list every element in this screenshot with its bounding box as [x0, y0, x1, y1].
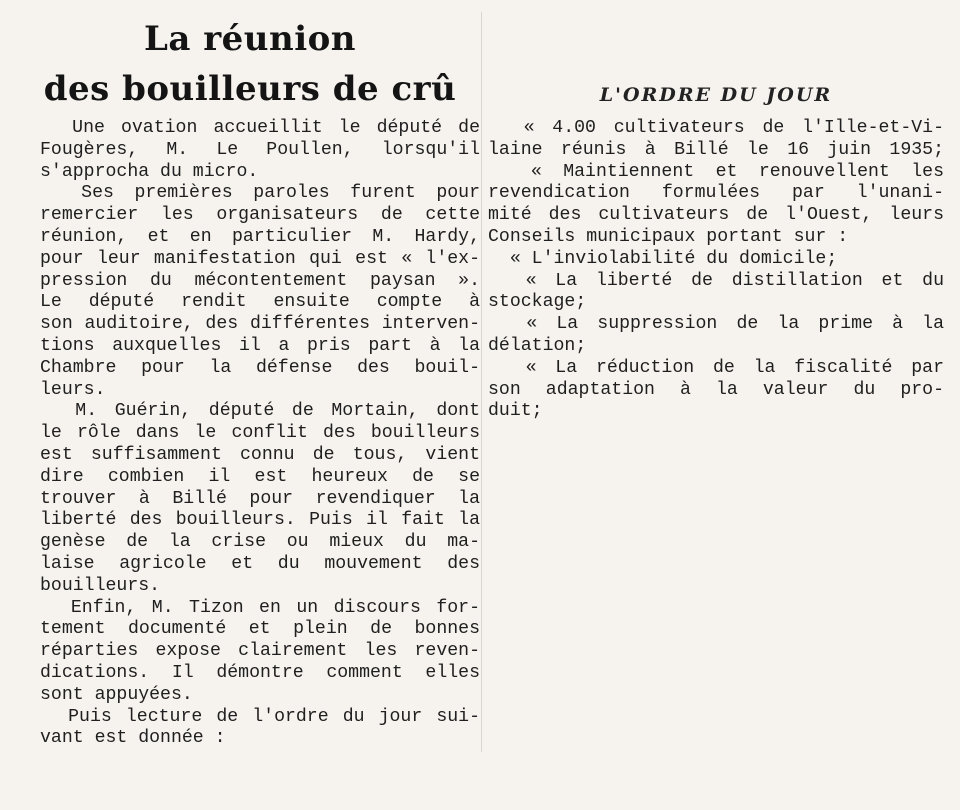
text-line: Une ovation accueillit le député de	[40, 118, 480, 138]
headline-line-1: La réunion	[143, 19, 357, 59]
text-line: liberté des bouilleurs. Puis il fait la	[40, 510, 480, 531]
text-line: duit;	[488, 401, 543, 422]
text-line: Conseils municipaux portant sur :	[488, 226, 849, 247]
text-line: « La suppression de la prime à la	[488, 314, 944, 335]
text-line: « La liberté de distillation et du	[488, 270, 944, 291]
text-line: son adaptation à la valeur du pro-	[488, 379, 944, 400]
text-line: vant est donnée :	[40, 728, 226, 749]
text-line: Puis lecture de l'ordre du jour sui-	[40, 706, 480, 727]
text-line: le rôle dans le conflit des bouilleurs	[40, 423, 480, 444]
text-line: Le député rendit ensuite compte à	[40, 292, 480, 313]
text-line: genèse de la crise ou mieux du ma-	[40, 532, 480, 553]
text-line: Fougères, M. Le Poullen, lorsqu'il	[40, 139, 480, 160]
text-line: trouver à Billé pour revendiquer la	[40, 488, 480, 509]
text-line: sont appuyées.	[40, 684, 193, 705]
headline-line-2: des bouilleurs de crû	[43, 69, 457, 109]
text-line: laine réunis à Billé le 16 juin 1935;	[488, 139, 944, 160]
text-line: tions auxquelles il a pris part à la	[40, 335, 480, 356]
text-line: son auditoire, des différentes interven-	[40, 314, 480, 335]
text-line: tement documenté et plein de bonnes	[40, 619, 480, 640]
text-line: réunion, et en particulier M. Hardy,	[40, 226, 480, 247]
text-line: pression du mécontentement paysan ».	[40, 270, 480, 291]
text-line: délation;	[488, 335, 587, 356]
text-line: dications. Il démontre comment elles	[40, 662, 480, 683]
right-column	[488, 118, 944, 423]
text-line: laise agricole et du mouvement des	[40, 553, 480, 574]
text-line: remercier les organisateurs de cette	[40, 205, 480, 226]
text-line: stockage;	[488, 292, 587, 313]
text-line: revendication formulées par l'unani-	[488, 183, 944, 204]
column-divider	[481, 12, 482, 752]
text-line: « L'inviolabilité du domicile;	[488, 248, 838, 269]
text-line: pour leur manifestation qui est « l'ex-	[40, 248, 480, 269]
left-column	[40, 118, 480, 750]
headline	[30, 14, 470, 114]
text-line: mité des cultivateurs de l'Ouest, leurs	[488, 205, 944, 226]
text-line: bouilleurs.	[40, 575, 161, 596]
text-line: Enfin, M. Tizon en un discours for-	[40, 597, 480, 618]
text-line: M. Guérin, député de Mortain, dont	[40, 401, 480, 422]
text-line: réparties expose clairement les reven-	[40, 641, 480, 662]
text-line: « La réduction de la fiscalité par	[488, 357, 944, 378]
text-line: « Maintiennent et renouvellent les	[488, 161, 944, 182]
ordre-du-jour-title: L'ORDRE DU JOUR	[599, 84, 833, 106]
text-line: « 4.00 cultivateurs de l'Ille-et-Vi-	[488, 118, 944, 138]
text-line: dire combien il est heureux de se	[40, 466, 480, 487]
text-line: leurs.	[40, 379, 106, 400]
text-line: Ses premières paroles furent pour	[40, 183, 480, 204]
text-line: est suffisamment connu de tous, vient	[40, 444, 480, 465]
text-line: s'approcha du micro.	[40, 161, 259, 182]
text-line: Chambre pour la défense des bouil-	[40, 357, 480, 378]
